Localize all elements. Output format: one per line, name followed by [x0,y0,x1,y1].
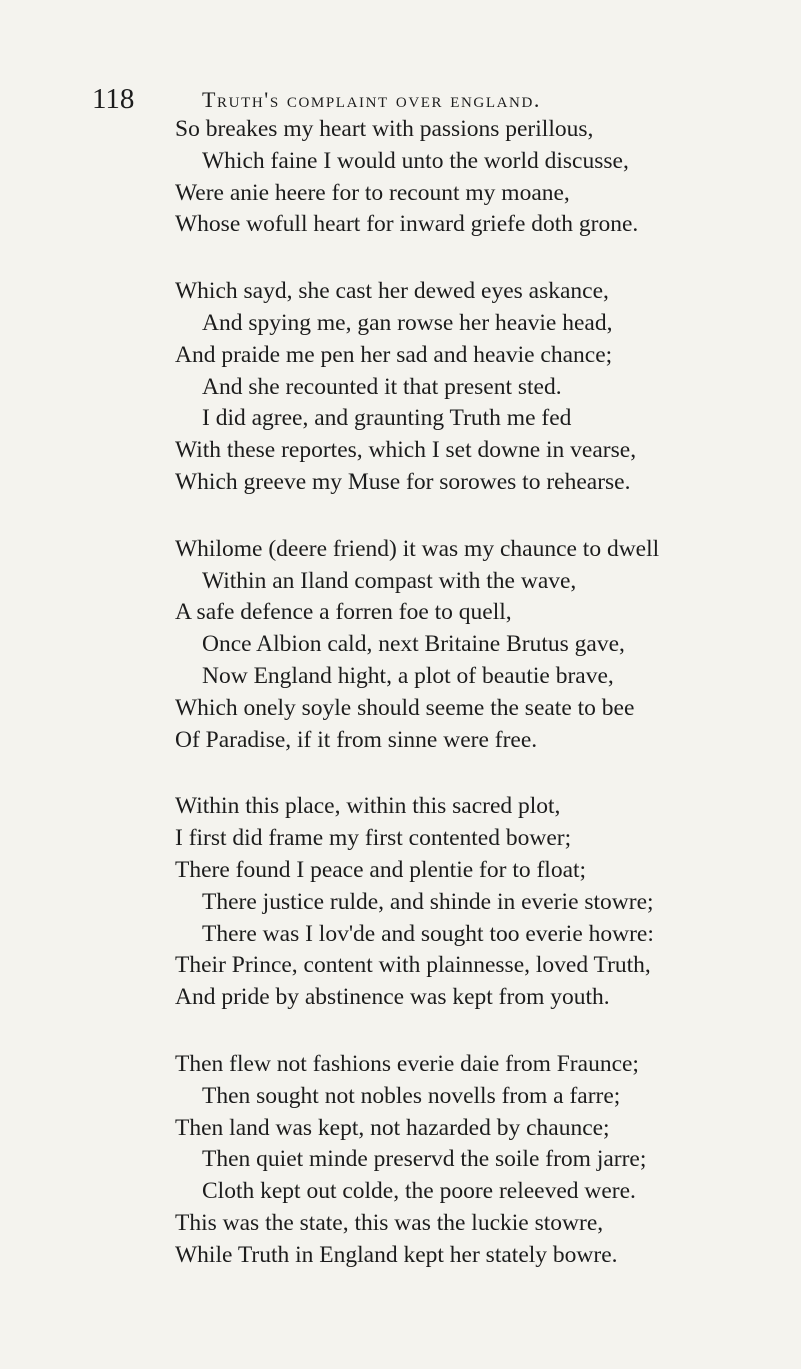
verse-line: Now England hight, a plot of beautie brave, [202,662,614,689]
verse-line: Their Prince, content with plainnesse, loved Truth, [175,952,651,979]
poem-body [175,114,775,1307]
verse-line: Then sought not nobles novells from a farre; [202,1082,621,1109]
verse-line: And praide me pen her sad and heavie chance; [175,341,613,368]
verse-line: Which greeve my Muse for sorowes to rehearse. [175,468,631,495]
stanza-5 [175,1049,775,1272]
verse-line: Within this place, within this sacred plot, [175,793,561,820]
stanza-4 [175,791,775,1014]
verse-line: Were anie heere for to recount my moane, [175,179,570,206]
stanza-3 [175,534,775,757]
verse-line: A safe defence a forren foe to quell, [175,599,512,626]
verse-line: Of Paradise, if it from sinne were free. [175,726,538,753]
verse-line: And she recounted it that present sted. [202,373,562,400]
verse-line: There was I lov'de and sought too everie howre: [202,920,654,947]
verse-line: While Truth in England kept her stately bowre. [175,1241,618,1268]
verse-line: Within an Iland compast with the wave, [202,567,577,594]
verse-line: Which sayd, she cast her dewed eyes askance, [175,278,609,305]
stanza-1 [175,114,775,241]
verse-line: And spying me, gan rowse her heavie head, [202,309,613,336]
verse-line: With these reportes, which I set downe in vearse, [175,437,637,464]
verse-line: And pride by abstinence was kept from youth. [175,984,610,1011]
verse-line: Once Albion cald, next Britaine Brutus gave, [202,631,625,658]
stanza-2 [175,276,775,499]
verse-line: Cloth kept out colde, the poore releeved were. [202,1178,636,1205]
verse-line: Whose wofull heart for inward griefe doth grone. [175,211,639,238]
running-title: truth's complaint over england. [202,87,542,112]
verse-line: I first did frame my first contented bower; [175,825,572,852]
verse-line: There found I peace and plentie for to float; [175,856,587,883]
verse-line: Which onely soyle should seeme the seate to bee [175,694,635,721]
verse-line: There justice rulde, and shinde in everie stowre; [202,888,654,915]
verse-line: So breakes my heart with passions perillous, [175,116,594,142]
verse-line: I did agree, and graunting Truth me fed [202,405,572,432]
page-number: 118 [92,83,135,115]
verse-line: Whilome (deere friend) it was my chaunce to dwell [175,535,660,562]
verse-line: Which faine I would unto the world discusse, [202,147,629,174]
verse-line: Then flew not fashions everie daie from Fraunce; [175,1050,639,1077]
verse-line: Then quiet minde preservd the soile from jarre; [202,1146,647,1173]
verse-line: This was the state, this was the luckie stowre, [175,1209,604,1236]
verse-line: Then land was kept, not hazarded by chaunce; [175,1114,610,1141]
